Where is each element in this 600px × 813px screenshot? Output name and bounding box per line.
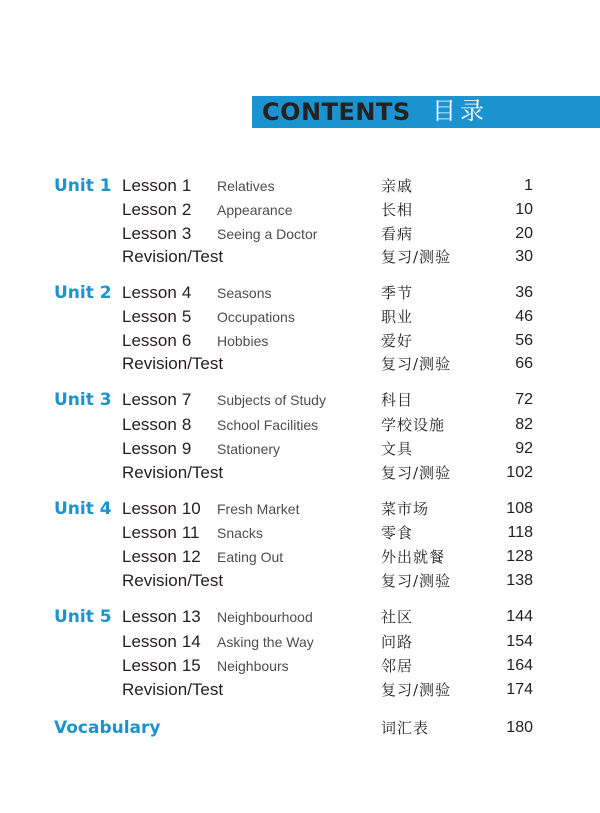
contents-title: CONTENTS <box>262 98 411 126</box>
lesson-topic: Relatives <box>217 178 275 194</box>
revision-label-cn: 复习/测验 <box>381 464 452 482</box>
lesson-topic-cn: 零食 <box>381 524 414 542</box>
toc-row-revision-unit-2[interactable] <box>0 352 600 376</box>
unit-label: Unit 2 <box>54 283 112 303</box>
page-number: 174 <box>506 681 533 698</box>
lesson-label: Lesson 6 <box>122 331 192 350</box>
unit-label: Unit 1 <box>54 176 112 196</box>
lesson-topic-cn: 季节 <box>381 284 414 302</box>
page-number: 46 <box>515 308 533 325</box>
lesson-topic-cn: 问路 <box>381 633 414 651</box>
toc-row-lesson-12[interactable] <box>0 545 600 569</box>
revision-label-cn: 复习/测验 <box>381 248 452 266</box>
page-number: 66 <box>515 355 533 372</box>
toc-row-revision-unit-5[interactable] <box>0 678 600 702</box>
page-number: 72 <box>515 391 533 408</box>
lesson-label: Lesson 14 <box>122 632 201 651</box>
lesson-topic: Fresh Market <box>217 501 300 517</box>
toc-row-lesson-3[interactable] <box>0 222 600 246</box>
lesson-label: Lesson 12 <box>122 547 201 566</box>
lesson-topic-cn: 学校设施 <box>381 416 446 434</box>
page-number: 108 <box>506 500 533 517</box>
lesson-topic-cn: 邻居 <box>381 657 414 675</box>
lesson-topic: Occupations <box>217 309 295 325</box>
revision-label: Revision/Test <box>122 247 224 266</box>
lesson-label: Lesson 10 <box>122 499 201 518</box>
page-number: 154 <box>506 633 533 650</box>
revision-label-cn: 复习/测验 <box>381 355 452 373</box>
lesson-topic-cn: 社区 <box>381 608 414 626</box>
lesson-topic: Eating Out <box>217 549 284 565</box>
toc-row-lesson-2[interactable] <box>0 198 600 222</box>
lesson-label: Lesson 2 <box>122 200 192 219</box>
lesson-label: Lesson 15 <box>122 656 201 675</box>
lesson-topic-cn: 菜市场 <box>381 500 430 518</box>
page-number: 20 <box>515 225 533 242</box>
toc-row-lesson-15[interactable] <box>0 654 600 678</box>
page-number: 92 <box>515 440 533 457</box>
toc-row-revision-unit-4[interactable] <box>0 569 600 593</box>
contents-title-cn: 目录 <box>432 97 488 125</box>
lesson-topic-cn: 科目 <box>381 391 414 409</box>
unit-label: Unit 3 <box>54 390 112 410</box>
revision-label-cn: 复习/测验 <box>381 681 452 699</box>
toc-row-vocabulary[interactable] <box>0 716 600 740</box>
unit-label: Unit 4 <box>54 499 112 519</box>
lesson-topic: Appearance <box>217 202 293 218</box>
lesson-label: Lesson 13 <box>122 607 201 626</box>
page-number: 128 <box>506 548 533 565</box>
lesson-topic-cn: 长相 <box>381 201 414 219</box>
lesson-label: Lesson 1 <box>122 176 192 195</box>
page-number: 118 <box>507 524 533 541</box>
page-number: 164 <box>506 657 533 674</box>
page-number: 36 <box>515 284 533 301</box>
toc-row-revision-unit-1[interactable] <box>0 245 600 269</box>
lesson-topic-cn: 外出就餐 <box>381 548 446 566</box>
page-number: 30 <box>515 248 533 265</box>
lesson-topic: Asking the Way <box>217 634 314 650</box>
revision-label: Revision/Test <box>122 354 224 373</box>
toc-row-lesson-5[interactable] <box>0 305 600 329</box>
lesson-topic-cn: 爱好 <box>381 332 414 350</box>
page-number: 144 <box>506 608 533 625</box>
toc-row-lesson-8[interactable] <box>0 413 600 437</box>
lesson-label: Lesson 11 <box>122 523 200 542</box>
lesson-topic: Neighbours <box>217 658 289 674</box>
page-number: 138 <box>506 572 533 589</box>
lesson-topic: Neighbourhood <box>217 609 313 625</box>
lesson-topic: Seeing a Doctor <box>217 226 318 242</box>
lesson-topic-cn: 亲戚 <box>381 177 414 195</box>
lesson-topic: Snacks <box>217 525 263 541</box>
page-number: 180 <box>506 719 533 736</box>
lesson-label: Lesson 4 <box>122 283 192 302</box>
page-number: 102 <box>506 464 533 481</box>
lesson-topic: Stationery <box>217 441 281 457</box>
lesson-topic-cn: 看病 <box>381 225 414 243</box>
toc-row-lesson-9[interactable] <box>0 437 600 461</box>
revision-label: Revision/Test <box>122 463 224 482</box>
toc-row-lesson-1[interactable] <box>0 174 600 198</box>
lesson-topic-cn: 职业 <box>381 308 414 326</box>
page-number: 82 <box>515 416 533 433</box>
toc-row-revision-unit-3[interactable] <box>0 461 600 485</box>
unit-label: Unit 5 <box>54 607 112 627</box>
lesson-label: Lesson 7 <box>122 390 192 409</box>
lesson-topic: Subjects of Study <box>217 392 326 408</box>
lesson-topic: Seasons <box>217 285 272 301</box>
toc-row-lesson-13[interactable] <box>0 605 600 629</box>
toc-row-lesson-6[interactable] <box>0 329 600 353</box>
lesson-topic-cn: 文具 <box>381 440 414 458</box>
lesson-topic: School Facilities <box>217 417 319 433</box>
toc-row-lesson-4[interactable] <box>0 281 600 305</box>
revision-label: Revision/Test <box>122 680 224 699</box>
vocabulary-label-cn: 词汇表 <box>381 719 430 737</box>
revision-label: Revision/Test <box>122 571 224 590</box>
toc-row-lesson-14[interactable] <box>0 630 600 654</box>
lesson-topic: Hobbies <box>217 333 269 349</box>
revision-label-cn: 复习/测验 <box>381 572 452 590</box>
page-number: 1 <box>524 177 533 194</box>
page-number: 10 <box>515 201 533 218</box>
lesson-label: Lesson 3 <box>122 224 192 243</box>
lesson-label: Lesson 8 <box>122 415 192 434</box>
vocabulary-label: Vocabulary <box>54 718 161 738</box>
lesson-label: Lesson 9 <box>122 439 192 458</box>
toc-row-lesson-7[interactable] <box>0 388 600 412</box>
lesson-label: Lesson 5 <box>122 307 192 326</box>
toc-row-lesson-10[interactable] <box>0 497 600 521</box>
page-number: 56 <box>515 332 533 349</box>
toc-row-lesson-11[interactable] <box>0 521 600 545</box>
